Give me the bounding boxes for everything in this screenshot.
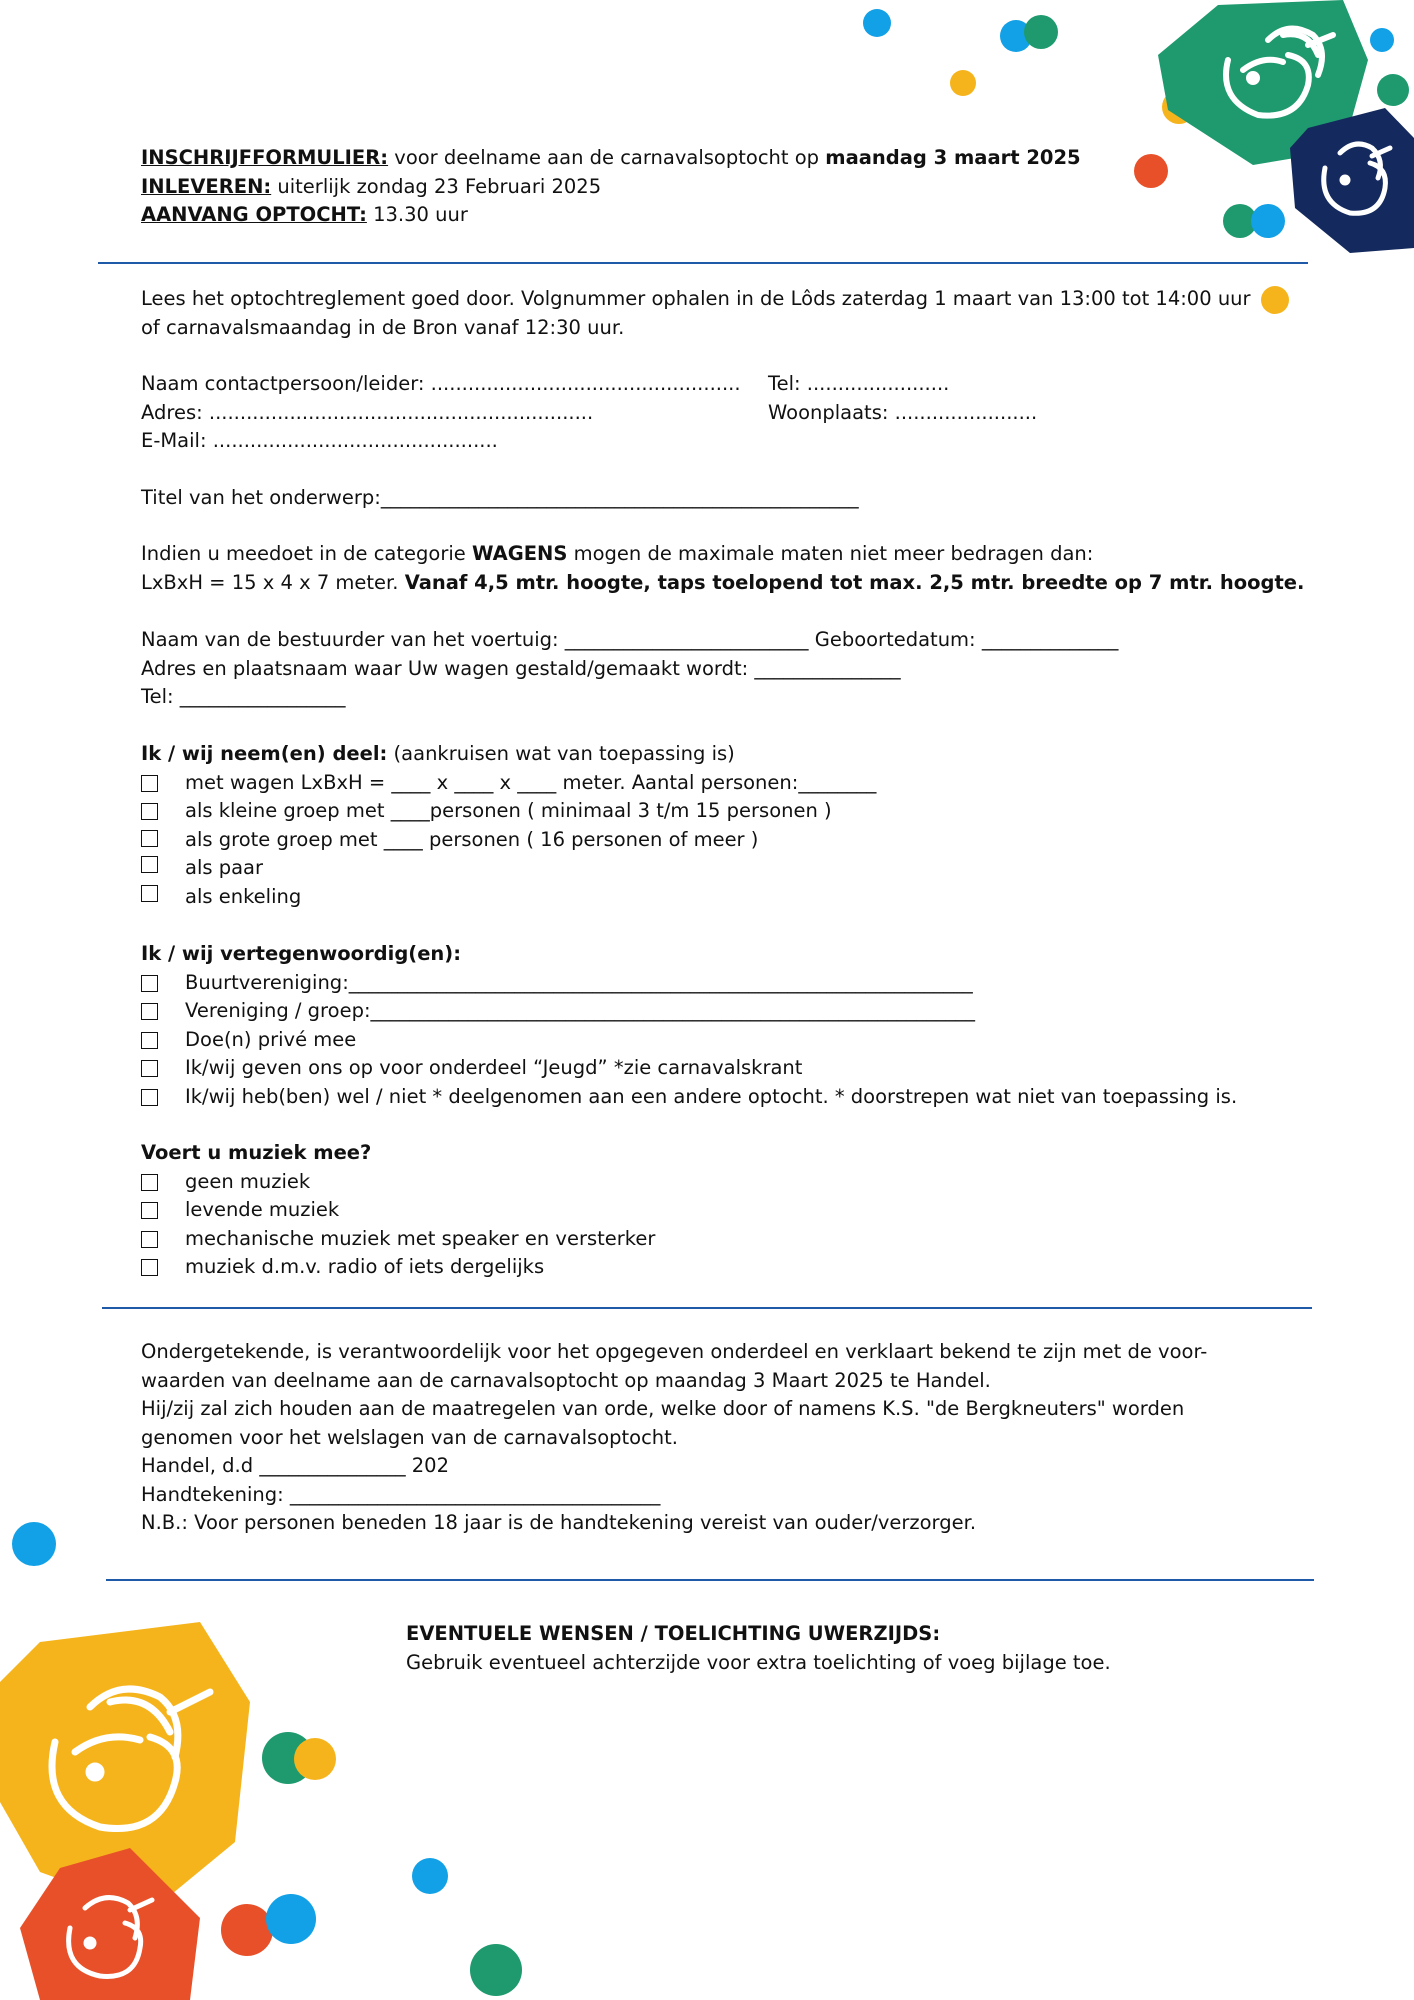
checkbox[interactable] xyxy=(141,975,158,992)
form-title-label: INSCHRIJFFORMULIER: xyxy=(141,146,389,169)
checkbox[interactable] xyxy=(141,1032,158,1049)
divider xyxy=(98,262,1308,264)
decor-dot xyxy=(1370,28,1394,52)
option-label: Doe(n) privé mee xyxy=(185,1027,357,1051)
option-label: muziek d.m.v. radio of iets dergelijks xyxy=(185,1255,545,1278)
decor-dot xyxy=(294,1738,336,1780)
header-line-2 xyxy=(141,173,601,202)
decor-dot xyxy=(470,1944,522,1996)
represent-option-private[interactable] xyxy=(141,1026,1281,1054)
option-label: als kleine groep met ____personen ( minimaal 3 t/m 15 personen ) xyxy=(185,799,832,822)
start-time-label: AANVANG OPTOCHT: xyxy=(141,203,367,226)
wagens-line-2 xyxy=(141,569,1304,598)
wishes-section xyxy=(406,1620,1206,1680)
wagens-text: Indien u meedoet in de categorie xyxy=(141,542,472,565)
represent-option-neighbourhood[interactable] xyxy=(141,969,1281,997)
music-option-live[interactable] xyxy=(141,1196,1281,1224)
option-label: als grote groep met ____ personen ( 16 personen of meer ) xyxy=(185,827,759,851)
divider xyxy=(106,1579,1314,1581)
participate-heading-label: Ik / wij neem(en) deel: xyxy=(141,742,388,765)
decor-dot xyxy=(221,1904,273,1956)
checkbox[interactable] xyxy=(141,1089,158,1106)
participate-heading xyxy=(141,740,735,769)
contact-fields xyxy=(141,370,1281,460)
participate-option-pair[interactable] xyxy=(141,854,1281,882)
wagens-line-1 xyxy=(141,540,1093,569)
contact-city-field[interactable]: Woonplaats: ....................... xyxy=(768,400,1038,424)
option-label: als paar xyxy=(185,856,264,879)
represent-section xyxy=(141,940,1281,1115)
wagens-text: mogen de maximale maten niet meer bedragen dan: xyxy=(567,542,1094,565)
wagens-dimensions: LxBxH = 15 x 4 x 7 meter. xyxy=(141,570,405,594)
bird-logo-icon xyxy=(1290,108,1414,253)
checkbox[interactable] xyxy=(141,1259,158,1276)
checkbox[interactable] xyxy=(141,803,158,820)
contact-name-field[interactable]: Naam contactpersoon/leider: .................................................. xyxy=(141,372,741,395)
declaration xyxy=(141,1338,1281,1543)
title-section xyxy=(141,484,1281,514)
option-label: levende muziek xyxy=(185,1198,340,1221)
wishes-text: Gebruik eventueel achterzijde voor extra toelichting of voeg bijlage toe. xyxy=(406,1650,1111,1674)
checkbox[interactable] xyxy=(141,1060,158,1077)
declaration-line: waarden van deelname aan de carnavalsoptocht op maandag 3 Maart 2025 te Handel. xyxy=(141,1368,991,1392)
represent-heading: Ik / wij vertegenwoordig(en): xyxy=(141,942,462,965)
bird-logo-icon xyxy=(20,1848,200,2000)
driver-name-field[interactable]: Naam van de bestuurder van het voertuig: _________________________ Geboortedatum: ______________ xyxy=(141,628,1119,651)
checkbox[interactable] xyxy=(141,856,158,873)
option-label: geen muziek xyxy=(185,1169,311,1193)
subject-title-field[interactable]: Titel van het onderwerp:_________________________________________________ xyxy=(141,486,859,509)
header-line-3 xyxy=(141,201,468,230)
option-label: Ik/wij heb(ben) wel / niet * deelgenomen aan een andere optocht. * doorstrepen wat niet van toepassing is. xyxy=(185,1084,1238,1108)
form-header xyxy=(141,144,1141,234)
contact-address-field[interactable]: Adres: .............................................................. xyxy=(141,400,594,424)
deadline-text: uiterlijk zondag 23 Februari 2025 xyxy=(271,174,602,198)
music-heading: Voert u muziek mee? xyxy=(141,1141,372,1164)
decor-dot xyxy=(950,70,976,96)
option-label: Buurtvereniging:________________________________________________________________ xyxy=(185,970,973,994)
participate-option-single[interactable] xyxy=(141,883,1281,911)
start-time-text: 13.30 uur xyxy=(366,203,468,226)
checkbox[interactable] xyxy=(141,775,158,792)
decor-dot xyxy=(412,1858,448,1894)
decor-dot xyxy=(1251,204,1285,238)
declaration-line: Ondergetekende, is verantwoordelijk voor het opgegeven onderdeel en verklaart bekend te zijn met de voor- xyxy=(141,1340,1208,1363)
participate-section xyxy=(141,740,1281,915)
wagens-height-rule: Vanaf 4,5 mtr. hoogte, taps toelopend tot max. 2,5 mtr. breedte op 7 mtr. hoogte. xyxy=(404,570,1305,594)
deadline-label: INLEVEREN: xyxy=(141,174,272,198)
guardian-note: N.B.: Voor personen beneden 18 jaar is de handtekening vereist van ouder/verzorger. xyxy=(141,1511,977,1534)
option-label: mechanische muziek met speaker en versterker xyxy=(185,1226,656,1250)
wagens-category: WAGENS xyxy=(471,542,568,565)
decor-dot xyxy=(1024,15,1058,49)
signature-field[interactable]: Handtekening: ______________________________________ xyxy=(141,1482,661,1506)
checkbox[interactable] xyxy=(141,1174,158,1191)
declaration-line: genomen voor het welslagen van de carnavalsoptocht. xyxy=(141,1425,679,1449)
participate-option-small-group[interactable] xyxy=(141,797,1281,825)
divider xyxy=(102,1307,1312,1309)
decor-dot xyxy=(12,1522,56,1566)
option-label: Ik/wij geven ons op voor onderdeel “Jeugd” *zie carnavalskrant xyxy=(185,1056,803,1079)
event-date: maandag 3 maart 2025 xyxy=(825,146,1081,169)
contact-tel-field[interactable]: Tel: ....................... xyxy=(768,372,950,395)
decor-dot xyxy=(863,9,891,37)
form-title-text: voor deelname aan de carnavalsoptocht op xyxy=(388,146,826,169)
date-field[interactable]: Handel, d.d _______________ 202 xyxy=(141,1454,449,1477)
participate-option-large-group[interactable] xyxy=(141,826,1281,854)
music-option-none[interactable] xyxy=(141,1168,1281,1196)
checkbox[interactable] xyxy=(141,1202,158,1219)
wishes-heading: EVENTUELE WENSEN / TOELICHTING UWERZIJDS: xyxy=(406,1622,941,1645)
wagens-info xyxy=(141,540,1305,600)
represent-option-club[interactable] xyxy=(141,997,1281,1025)
checkbox[interactable] xyxy=(141,1231,158,1248)
option-label: met wagen LxBxH = ____ x ____ x ____ meter. Aantal personen:________ xyxy=(185,770,877,794)
checkbox[interactable] xyxy=(141,830,158,847)
decor-dot xyxy=(1377,74,1409,106)
intro-line-2: of carnavalsmaandag in de Bron vanaf 12:30 uur. xyxy=(141,315,625,339)
checkbox[interactable] xyxy=(141,1003,158,1020)
contact-email-field[interactable]: E-Mail: .............................................. xyxy=(141,429,498,452)
driver-storage-address-field[interactable]: Adres en plaatsnaam waar Uw wagen gestald/gemaakt wordt: _______________ xyxy=(141,656,901,680)
represent-option-other-parade[interactable] xyxy=(141,1083,1281,1111)
music-section xyxy=(141,1139,1281,1284)
intro xyxy=(141,285,1281,345)
option-label: Vereniging / groep:______________________________________________________________ xyxy=(185,999,976,1022)
checkbox[interactable] xyxy=(141,885,158,902)
driver-tel-field[interactable]: Tel: _________________ xyxy=(141,685,346,708)
participate-heading-note: (aankruisen wat van toepassing is) xyxy=(387,742,735,765)
music-option-radio[interactable] xyxy=(141,1253,1281,1281)
participate-option-wagen[interactable] xyxy=(141,769,1281,797)
music-option-mechanical[interactable] xyxy=(141,1225,1281,1253)
header-line-1 xyxy=(141,144,1081,173)
intro-line-1: Lees het optochtreglement goed door. Volgnummer ophalen in de Lôds zaterdag 1 maart van 13:00 tot 14:00 uur xyxy=(141,287,1251,310)
declaration-line: Hij/zij zal zich houden aan de maatregelen van orde, welke door of namens K.S. "de Bergkneuters" worden xyxy=(141,1397,1185,1420)
driver-fields xyxy=(141,626,1281,716)
decor-dot xyxy=(266,1894,316,1944)
represent-option-youth[interactable] xyxy=(141,1054,1281,1082)
option-label: als enkeling xyxy=(185,884,302,908)
